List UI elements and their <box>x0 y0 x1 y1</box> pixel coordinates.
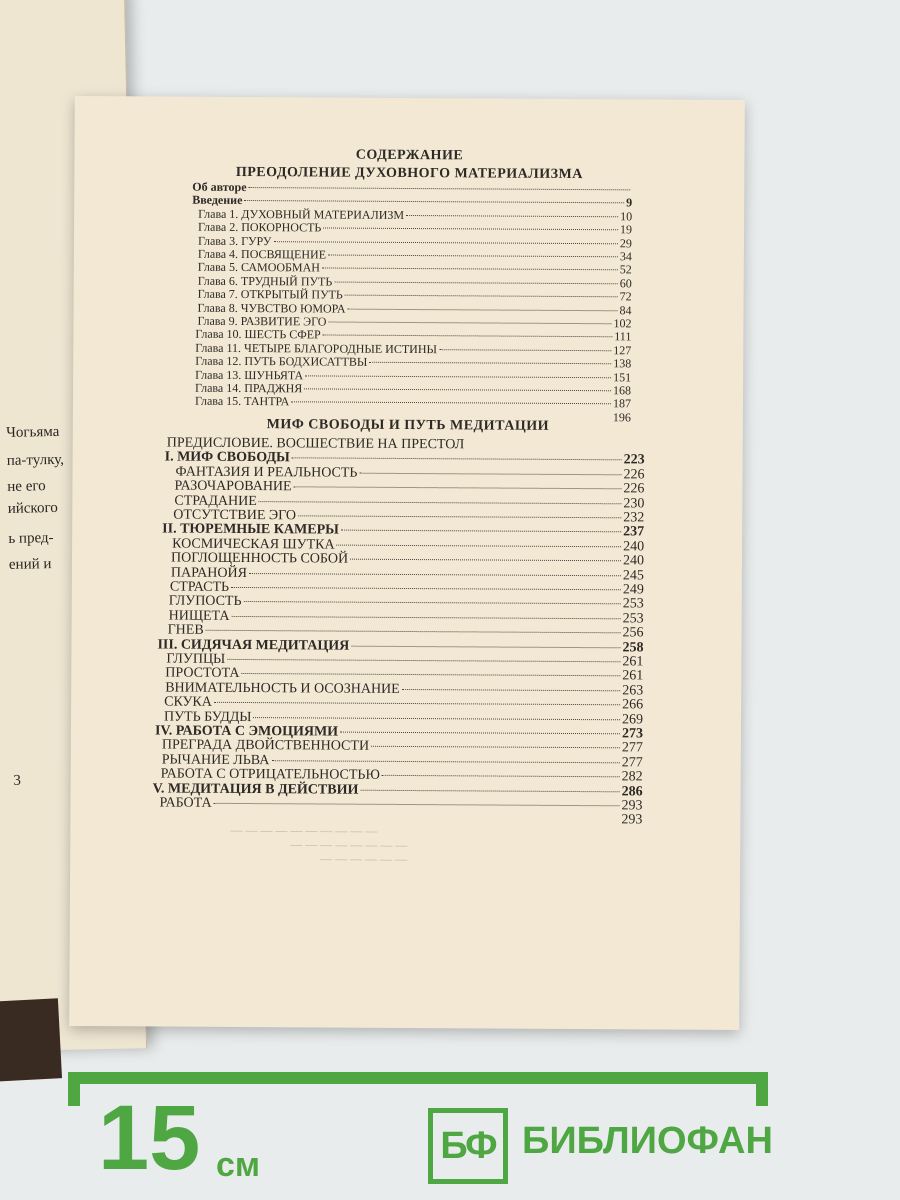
toc-entry <box>192 181 632 196</box>
toc-leader-dots <box>348 308 618 311</box>
toc-entry-label: Глава 10. ШЕСТЬ СФЕР <box>195 327 321 342</box>
bleed-through-text: — — — — — — — — — — — — — — — — — — — — — — — — <box>230 822 408 867</box>
toc-page-number: 111 <box>614 329 632 344</box>
toc-leader-dots <box>369 362 611 364</box>
toc-page-number: 72 <box>619 289 632 304</box>
toc-entry-label: ПРЕГРАДА ДВОЙСТВЕННОСТИ <box>161 737 370 755</box>
toc-page-number: 226 <box>623 481 645 497</box>
brand-name: БИБЛИОФАН <box>522 1120 773 1162</box>
toc-leader-dots <box>359 473 621 476</box>
toc-entry-label: РЫЧАНИЕ ЛЬВА <box>161 752 270 768</box>
toc-spacer <box>464 448 644 449</box>
toc-leader-dots <box>291 402 611 405</box>
toc-page-number: 138 <box>613 356 632 371</box>
toc-heading: СОДЕРЖАНИЕ <box>355 147 464 164</box>
toc-page-number: 282 <box>621 769 643 785</box>
toc-entry-label: Глава 14. ПРАДЖНЯ <box>195 380 303 396</box>
toc-entry-label: КОСМИЧЕСКАЯ ШУТКА <box>172 536 335 553</box>
toc-leader-dots <box>259 501 622 504</box>
toc-page-number: 240 <box>622 553 645 569</box>
toc-leader-dots <box>340 732 620 735</box>
toc-leader-dots <box>341 530 621 533</box>
toc-entry-label: Глава 11. ЧЕТЫРЕ БЛАГОРОДНЫЕ ИСТИНЫ <box>195 340 438 356</box>
toc-leader-dots <box>345 295 618 298</box>
toc-entry-label: Глава 13. ШУНЬЯТА <box>195 367 304 382</box>
toc-page-number: 261 <box>622 668 644 684</box>
part2-title: МИФ СВОБОДЫ И ПУТЬ МЕДИТАЦИИ <box>266 417 550 434</box>
toc-entry-label: Об авторе <box>192 179 247 195</box>
left-page-fragment: не его <box>7 478 46 495</box>
toc-page-number: 230 <box>623 495 645 512</box>
book-page <box>69 96 745 1030</box>
toc-entry-label: ПУТЬ БУДДЫ <box>164 709 252 725</box>
toc-page-number: 237 <box>623 524 645 540</box>
toc-entry-label: Глава 2. ПОКОРНОСТЬ <box>198 219 322 235</box>
left-page-fragment: Чогьяма <box>5 423 60 441</box>
toc-entry-label: Глава 15. ТАНТРА <box>194 394 290 409</box>
toc-entry <box>195 395 631 410</box>
toc-page-number: 151 <box>613 369 632 384</box>
toc-entry-label: Глава 3. ГУРУ <box>197 233 272 248</box>
toc-page-number: 293 <box>621 812 643 828</box>
toc-entry-label: I. МИФ СВОБОДЫ <box>164 449 290 466</box>
toc-page-number: 249 <box>622 582 644 598</box>
toc-page-number: 286 <box>621 783 643 800</box>
toc-leader-dots <box>292 458 622 461</box>
toc-entry-label: III. СИДЯЧАЯ МЕДИТАЦИЯ <box>157 637 350 654</box>
toc-leader-dots <box>328 255 618 258</box>
toc-leader-dots <box>305 375 611 378</box>
toc-entry-label: ГНЕВ <box>167 622 204 638</box>
toc-page-number: 34 <box>619 249 632 264</box>
toc-page-number: 226 <box>623 467 645 483</box>
logo-letters: БФ <box>440 1124 496 1167</box>
toc-entry-label: ОТСУТСТВИЕ ЭГО <box>173 507 297 524</box>
toc-page-number: 223 <box>623 452 645 468</box>
toc-entry-label: ПАРАНОЙЯ <box>170 565 247 581</box>
toc-page-number: 19 <box>619 222 633 237</box>
toc-leader-dots <box>249 187 631 190</box>
toc-entry-label: СКУКА <box>164 694 212 710</box>
toc-page-number: 266 <box>622 697 644 713</box>
part1-title: ПРЕОДОЛЕНИЕ ДУХОВНОГО МАТЕРИАЛИЗМА <box>235 164 583 183</box>
toc-page-number: 187 <box>612 396 632 411</box>
toc-entry-label: РАЗОЧАРОВАНИЕ <box>174 478 292 495</box>
toc-entry-label: Глава 4. ПОСВЯЩЕНИЕ <box>197 246 327 262</box>
toc-entry-label: ГЛУПОСТЬ <box>168 593 242 610</box>
toc-page-number: 168 <box>613 383 632 398</box>
toc-leader-dots <box>249 573 621 576</box>
toc-leader-dots <box>371 746 620 749</box>
toc-leader-dots <box>304 388 611 391</box>
toc-page-number: 277 <box>621 755 643 771</box>
toc-leader-dots <box>360 789 619 792</box>
toc-page-number: 293 <box>621 798 643 814</box>
toc-leader-dots <box>294 486 622 489</box>
toc-page-number: 261 <box>622 654 644 670</box>
toc-entry-label: Глава 9. РАЗВИТИЕ ЭГО <box>197 313 327 329</box>
toc-leader-dots <box>273 241 617 244</box>
toc-entry-label: РАБОТА С ОТРИЦАТЕЛЬНОСТЬЮ <box>160 766 380 784</box>
left-page-fragment: па-тулку, <box>6 451 65 469</box>
toc-leader-dots <box>271 760 619 763</box>
toc-page-number: 273 <box>621 726 644 742</box>
toc-page-number: 269 <box>622 711 644 728</box>
toc-leader-dots <box>232 616 621 619</box>
toc-page-number: 263 <box>622 683 644 699</box>
toc-leader-dots <box>350 559 621 562</box>
left-page-fragment: ений и <box>8 556 52 573</box>
toc-leader-dots <box>334 281 617 284</box>
toc-page-number: 127 <box>613 343 632 358</box>
toc-leader-dots <box>439 349 611 351</box>
toc-leader-dots <box>214 803 620 806</box>
toc-entry-label: Глава 8. ЧУВСТВО ЮМОРА <box>197 300 346 316</box>
toc-page-number: 258 <box>622 639 644 656</box>
toc-entry-label: РАБОТА <box>159 795 212 811</box>
toc-entry-label: Глава 5. САМООБМАН <box>197 260 321 275</box>
toc-page-number: 52 <box>619 262 632 277</box>
toc-leader-dots <box>206 630 621 634</box>
toc-leader-dots <box>298 515 621 518</box>
toc-page-number: 10 <box>620 209 633 224</box>
left-page-fragment: ь пред- <box>8 529 54 547</box>
toc-page-number: 256 <box>622 625 644 641</box>
toc-page-number: 253 <box>622 611 644 627</box>
toc-page-number: 60 <box>619 276 632 291</box>
toc-page-number: 102 <box>613 316 632 331</box>
toc-entry-label: Глава 1. ДУХОВНЫЙ МАТЕРИАЛИЗМ <box>198 206 405 222</box>
toc-entry-label: V. МЕДИТАЦИЯ В ДЕЙСТВИИ <box>152 781 359 798</box>
toc-entry-label: Глава 7. ОТКРЫТЫЙ ПУТЬ <box>197 286 343 302</box>
bookshop-logo <box>428 1108 508 1184</box>
left-page-fragment: 3 <box>13 772 22 789</box>
table-of-contents <box>69 96 745 1030</box>
toc-page-number: 245 <box>622 567 644 584</box>
toc-page-number: 253 <box>622 596 644 612</box>
ruler-value: 15 <box>98 1087 201 1189</box>
toc-page-number: 9 <box>626 195 633 210</box>
toc-leader-dots <box>254 717 621 720</box>
toc-page-number: 240 <box>623 539 645 555</box>
toc-entry-label: ГЛУПЦЫ <box>166 651 226 667</box>
toc-leader-dots <box>323 228 618 231</box>
toc-leader-dots <box>351 645 620 648</box>
toc-leader-dots <box>244 200 624 203</box>
toc-entry-label: Глава 6. ТРУДНЫЙ ПУТЬ <box>197 273 333 289</box>
toc-entry-label: ПРОСТОТА <box>165 665 240 682</box>
toc-leader-dots <box>328 322 611 325</box>
toc-page-number: 84 <box>619 302 632 317</box>
toc-leader-dots <box>337 544 622 547</box>
toc-entry-label: СТРАДАНИЕ <box>174 493 257 509</box>
toc-entry-label: II. ТЮРЕМНЫЕ КАМЕРЫ <box>162 521 339 538</box>
toc-leader-dots <box>322 268 618 271</box>
toc-leader-dots <box>241 673 620 676</box>
toc-page-number: 277 <box>621 740 643 756</box>
toc-entry-label: Введение <box>192 193 243 208</box>
toc-leader-dots <box>244 601 621 604</box>
ruler-unit: см <box>216 1146 261 1184</box>
ruler-bar <box>68 1072 768 1084</box>
toc-leader-dots <box>214 702 620 705</box>
toc-entry-label: ПОГЛОЩЕННОСТЬ СОБОЙ <box>170 550 349 567</box>
toc-entry-label: ВНИМАТЕЛЬНОСТЬ И ОСОЗНАНИЕ <box>165 680 400 697</box>
book-spine <box>0 998 62 1082</box>
toc-page-number: 29 <box>619 235 633 250</box>
ruler-tick <box>68 1072 80 1106</box>
toc-entry-label: ФАНТАЗИЯ И РЕАЛЬНОСТЬ <box>175 464 358 481</box>
toc-entry-label: Глава 12. ПУТЬ БОДХИСАТТВЫ <box>195 353 368 369</box>
left-page-fragment: ийского <box>7 499 58 517</box>
toc-leader-dots <box>323 335 613 338</box>
toc-entry-label: СТРАСТЬ <box>169 579 230 595</box>
toc-entry-label: ПРЕДИСЛОВИЕ. ВОСШЕСТВИЕ НА ПРЕСТОЛ <box>166 435 465 453</box>
ruler-tick <box>756 1072 768 1106</box>
toc-leader-dots <box>227 659 620 662</box>
toc-entry-label: IV. РАБОТА С ЭМОЦИЯМИ <box>154 723 339 740</box>
toc-leader-dots <box>231 587 621 590</box>
toc-leader-dots <box>402 689 620 691</box>
toc-leader-dots <box>406 215 618 217</box>
toc-leader-dots <box>382 775 620 777</box>
toc-page-number: 196 <box>612 410 631 425</box>
toc-entry-label: НИЩЕТА <box>168 608 230 624</box>
toc-page-number: 232 <box>623 510 645 526</box>
